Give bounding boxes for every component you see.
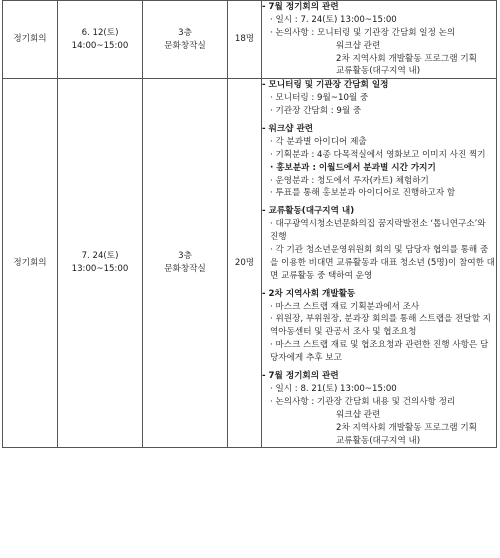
detail-line: · 위원장, 부위원장, 분과장 회의를 통해 스트랩을 전달할 지역아동센터 및 관공서 조사 및 협조요청 <box>270 314 491 338</box>
detail-line: · 운영분과 : 청도에서 루자(카트) 체험하기 <box>270 175 429 186</box>
table-row <box>3 79 497 448</box>
detail-line: · 일시 : 7. 24(토) 13:00~15:00 <box>270 14 397 25</box>
detail-continuation: 2차 지역사회 개발활동 프로그램 기획 <box>336 422 477 433</box>
detail-continuation: 2차 지역사회 개발활동 프로그램 기획 <box>336 53 477 64</box>
minutes-table <box>2 0 497 448</box>
meeting-type: 정기회의 <box>13 34 47 45</box>
attendee-count-cell <box>228 79 262 448</box>
detail-line: · 모니터링 : 9월~10월 중 <box>270 93 369 104</box>
meeting-time: 14:00~15:00 <box>71 40 129 51</box>
date-cell <box>58 1 143 79</box>
attendee-count-cell <box>228 1 262 79</box>
content-section <box>262 123 496 200</box>
place-cell <box>143 1 228 79</box>
meeting-type: 정기회의 <box>13 257 47 268</box>
content-cell <box>262 1 497 79</box>
detail-continuation: 워크샵 관련 <box>336 409 381 420</box>
detail-continuation: 교류활동(대구지역 내) <box>336 66 421 77</box>
detail-continuation: 교류활동(대구지역 내) <box>336 435 421 446</box>
attendee-count: 20명 <box>234 257 255 268</box>
content-section <box>262 370 496 447</box>
section-heading: - 7월 정기회의 관련 <box>262 371 339 382</box>
detail-line: · 각 분과별 아이디어 제출 <box>270 136 367 147</box>
content-section <box>262 79 496 118</box>
meeting-date: 6. 12(토) <box>81 27 119 38</box>
detail-line: · 논의사항 : 기관장 간담회 내용 및 건의사항 정리 <box>270 396 456 407</box>
meeting-date: 7. 24(토) <box>81 251 119 262</box>
detail-line: · 홍보분과 : 이월드에서 분과별 시간 가지기 <box>270 162 436 173</box>
section-heading: - 7월 정기회의 관련 <box>262 2 339 12</box>
detail-continuation: 워크샵 관련 <box>336 40 381 51</box>
meeting-time: 13:00~15:00 <box>71 264 129 275</box>
table-row <box>3 1 497 79</box>
meeting-type-cell <box>3 1 58 79</box>
meeting-room: 문화창작실 <box>164 264 206 275</box>
section-heading: - 워크샵 관련 <box>262 124 314 135</box>
detail-line: · 논의사항 : 모니터링 및 기관장 간담회 일정 논의 <box>270 27 456 38</box>
section-heading: - 2차 지역사회 개발활동 <box>262 288 356 299</box>
content-cell <box>262 79 497 448</box>
meeting-type-cell <box>3 79 58 448</box>
date-cell <box>58 79 143 448</box>
place-cell <box>143 79 228 448</box>
meeting-floor: 3층 <box>178 251 192 262</box>
attendee-count: 18명 <box>234 34 255 45</box>
meeting-room: 문화창작실 <box>164 40 206 51</box>
content-section <box>262 1 496 78</box>
content-section <box>262 205 496 282</box>
detail-line: · 투표를 통해 홍보분과 아이디어로 진행하고자 함 <box>270 188 456 199</box>
detail-line: · 일시 : 8. 21(토) 13:00~15:00 <box>270 383 397 394</box>
detail-line: · 각 기관 청소년운영위원회 회의 및 담당자 협의를 통해 줌을 이용한 비대면 교류활동과 대표 청소년 (5명)이 참여한 대면 교류활동 중 택하여 운영 <box>270 245 495 281</box>
section-heading: - 모니터링 및 기관장 간담회 일정 <box>262 80 389 91</box>
detail-line: · 기획분과 : 4종 다목적실에서 영화보고 이미지 사진 찍기 <box>270 149 486 160</box>
detail-line: · 대구광역시청소년문화의집 꿈지락발전소 ‘톱니연구소’와 진행 <box>270 219 486 243</box>
detail-line: · 마스크 스트랩 재료 및 협조요청과 관련한 진행 사항은 담당자에게 추후 보고 <box>270 340 489 364</box>
meeting-floor: 3층 <box>178 27 192 38</box>
detail-line: · 기관장 간담회 : 9월 중 <box>270 106 362 117</box>
detail-line: · 마스크 스트랩 재료 기획분과에서 조사 <box>270 301 420 312</box>
section-heading: - 교류활동(대구지역 내) <box>262 206 355 217</box>
content-section <box>262 288 496 365</box>
